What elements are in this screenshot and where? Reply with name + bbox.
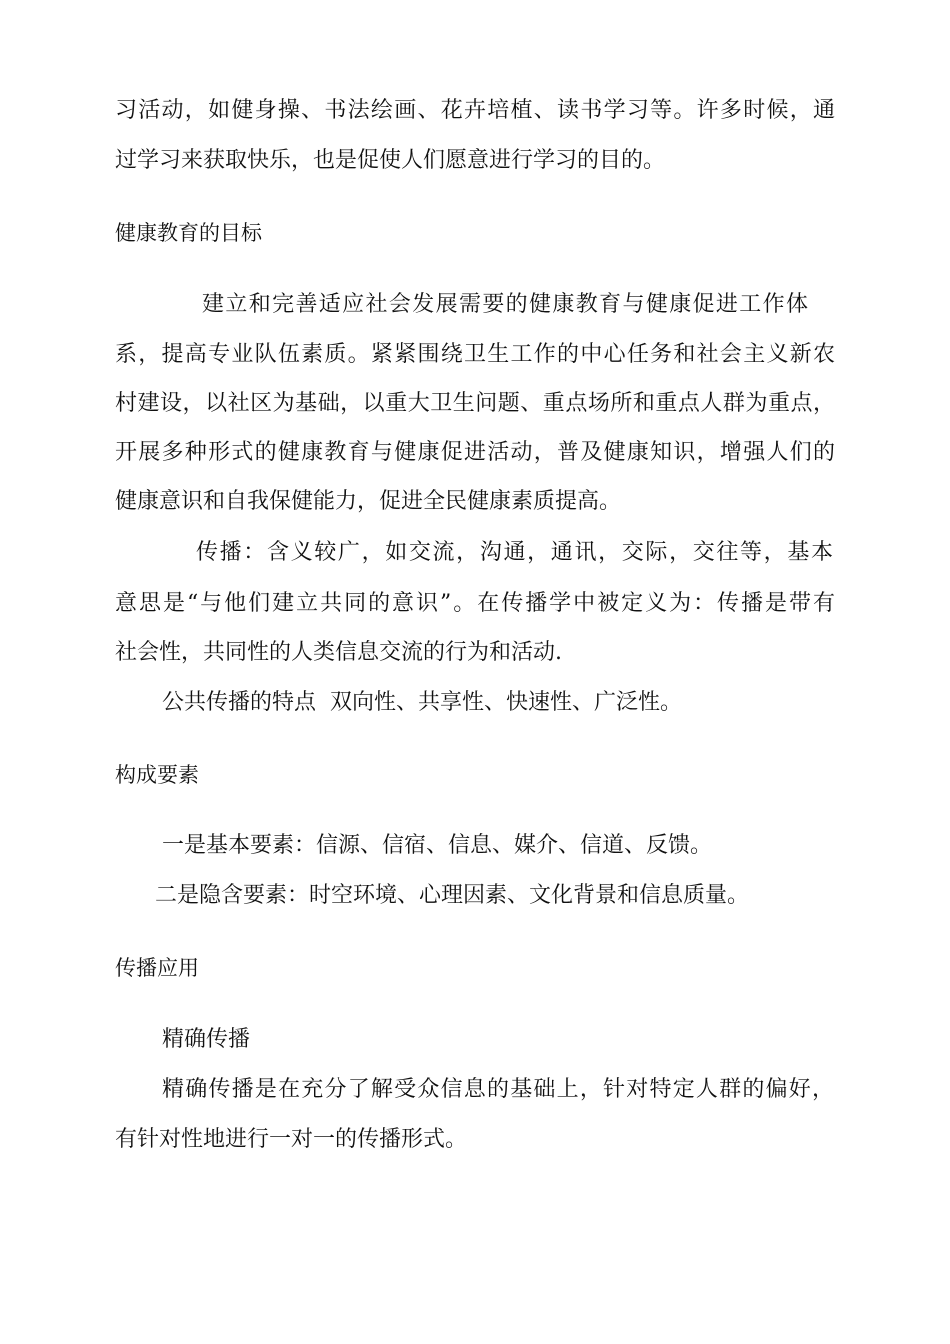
paragraph-line: 精确传播是在充分了解受众信息的基础上，针对特定人群的偏好， bbox=[162, 1077, 834, 1102]
section-heading: 构成要素 bbox=[115, 763, 199, 787]
subsection-heading: 精确传播 bbox=[162, 1027, 251, 1052]
paragraph-line: 系，提高专业队伍素质。紧紧围绕卫生工作的中心任务和社会主义新农 bbox=[115, 342, 835, 367]
paragraph-line: 健康意识和自我保健能力，促进全民健康素质提高。 bbox=[115, 489, 622, 514]
paragraph-line: 社会性，共同性的人类信息交流的行为和活动. bbox=[115, 640, 562, 665]
paragraph-line: 公共传播的特点 双向性、共享性、快速性、广泛性。 bbox=[162, 690, 682, 715]
paragraph-line: 二是隐含要素：时空环境、心理因素、文化背景和信息质量。 bbox=[155, 883, 750, 908]
paragraph-line: 建立和完善适应社会发展需要的健康教育与健康促进工作体 bbox=[202, 292, 808, 317]
paragraph-line: 一是基本要素：信源、信宿、信息、媒介、信道、反馈。 bbox=[162, 833, 713, 858]
paragraph-line: 过学习来获取快乐，也是促使人们愿意进行学习的目的。 bbox=[115, 148, 666, 173]
paragraph-line: 传播：含义较广，如交流，沟通，通讯，交际，交往等，基本 bbox=[196, 540, 833, 565]
section-heading: 健康教育的目标 bbox=[115, 221, 262, 245]
paragraph-line: 开展多种形式的健康教育与健康促进活动，普及健康知识，增强人们的 bbox=[115, 440, 835, 465]
section-heading: 传播应用 bbox=[115, 956, 199, 980]
paragraph-line: 有针对性地进行一对一的传播形式。 bbox=[115, 1127, 468, 1152]
paragraph-line: 习活动，如健身操、书法绘画、花卉培植、读书学习等。许多时候，通 bbox=[115, 98, 835, 123]
paragraph-line: 意思是“与他们建立共同的意识”。在传播学中被定义为：传播是带有 bbox=[115, 591, 835, 616]
paragraph-line: 村建设，以社区为基础，以重大卫生问题、重点场所和重点人群为重点， bbox=[115, 391, 835, 416]
